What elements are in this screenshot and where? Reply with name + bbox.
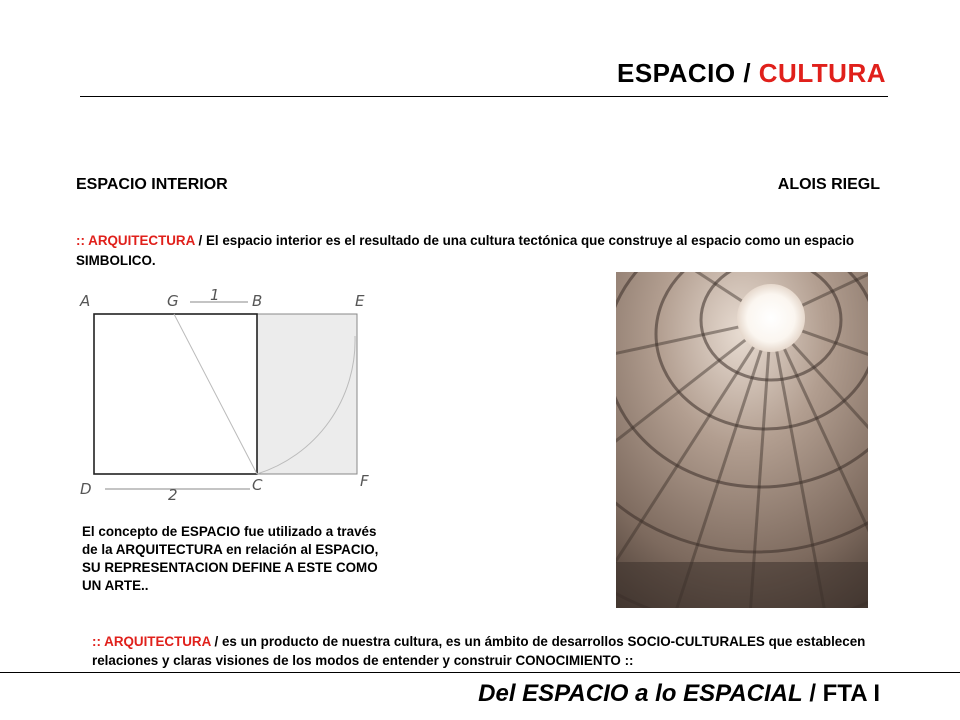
intro-paragraph xyxy=(76,231,896,271)
label-D: D xyxy=(80,480,92,498)
label-1: 1 xyxy=(210,286,220,304)
golden-rectangle-diagram xyxy=(70,284,380,510)
dome-base-shadow xyxy=(616,562,868,608)
section-heading-left: ESPACIO INTERIOR xyxy=(76,176,228,193)
paragraph-keyword: ARQUITECTURA xyxy=(88,233,195,248)
section-heading-right: ALOIS RIEGL xyxy=(777,176,880,193)
paragraph-marker: :: xyxy=(76,233,85,248)
label-2: 2 xyxy=(168,486,178,504)
label-C: C xyxy=(252,476,263,494)
paragraph-text: / El espacio interior es el resultado de una cultura tectónica que construye al espacio como un espacio SIMBOLICO. xyxy=(76,233,855,268)
footer-divider xyxy=(0,672,960,673)
label-A: A xyxy=(80,292,91,310)
footer-italic-text: Del ESPACIO a lo ESPACIAL xyxy=(478,680,803,707)
diagram-caption: El concepto de ESPACIO fue utilizado a través de la ARQUITECTURA en relación al ESPACIO, SU REPRESENTACION DEFINE A ESTE COMO UN ARTE.. xyxy=(82,524,379,593)
paragraph2-keyword: ARQUITECTURA xyxy=(104,634,211,649)
closing-paragraph xyxy=(92,632,922,670)
extension-rect xyxy=(257,314,357,474)
oculus xyxy=(737,284,805,352)
title-part1: ESPACIO xyxy=(617,58,736,88)
square xyxy=(94,314,257,474)
paragraph2-marker: :: xyxy=(92,634,101,649)
label-B: B xyxy=(252,292,263,310)
pantheon-dome-photo xyxy=(616,272,868,608)
footer-title xyxy=(478,680,880,708)
header-divider xyxy=(80,96,888,97)
footer-tail: FTA I xyxy=(822,680,880,707)
diagonal-line xyxy=(174,314,257,474)
footer-separator: / xyxy=(802,680,823,707)
label-E: E xyxy=(355,292,365,310)
label-G: G xyxy=(167,292,179,310)
title-separator: / xyxy=(735,58,759,88)
page-title xyxy=(617,58,886,89)
label-F: F xyxy=(360,472,369,490)
paragraph2-text: / es un producto de nuestra cultura, es un ámbito de desarrollos SOCIO-CULTURALES que establecen relaciones y claras visiones de los modos de entender y construir CONOCIMIENTO :: xyxy=(92,634,866,668)
title-part2: CULTURA xyxy=(758,58,886,88)
